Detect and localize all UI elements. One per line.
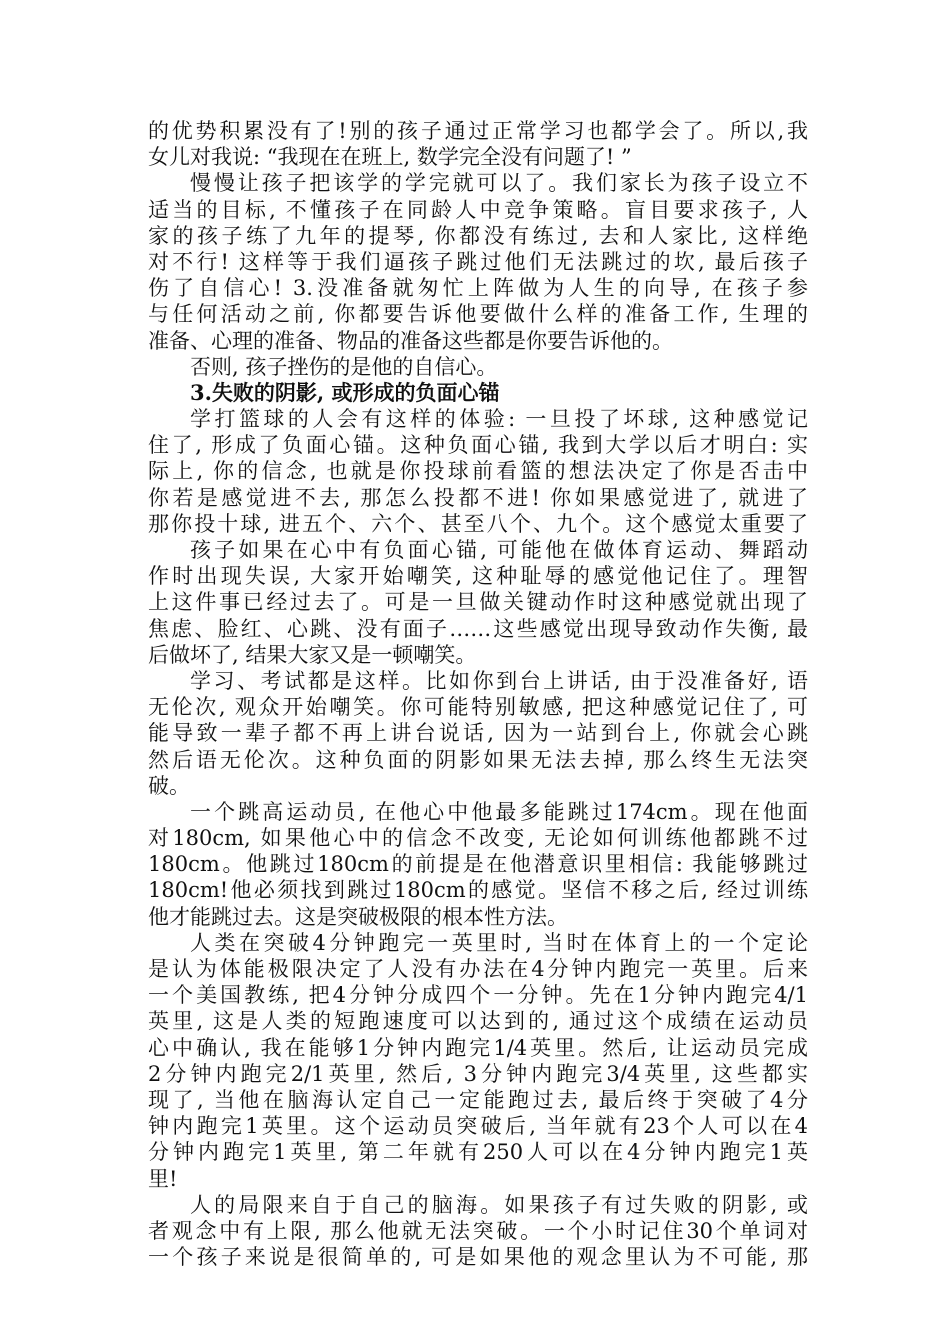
text-line: 里!: [148, 1166, 178, 1191]
text-line: 一个美国教练, 把4分钟分成四个一分钟。先在1分钟内跑完4/1: [148, 983, 808, 1008]
text-line: 孩子如果在心中有负面心锚, 可能他在做体育运动、舞蹈动: [190, 538, 808, 562]
text-line: 焦虑、脸红、心跳、没有面子……这些感觉出现导致动作失衡, 最: [148, 616, 808, 641]
text-line: 否则, 孩子挫伤的是他的自信心。: [190, 354, 498, 379]
text-line: 无伦次, 观众开始嘲笑。你可能特别敏感, 把这种感觉记住了, 可: [148, 695, 808, 720]
text-line: 伤了自信心! 3.没准备就匆忙上阵做为人生的向导, 在孩子参: [148, 276, 808, 301]
text-line: 慢慢让孩子把该学的学完就可以了。我们家长为孩子设立不: [190, 171, 808, 196]
text-line: 学打篮球的人会有这样的体验: 一旦投了坏球, 这种感觉记: [190, 407, 808, 432]
text-line: 与任何活动之前, 你都要告诉他要做什么样的准备工作, 生理的: [148, 302, 808, 327]
text-line: 学习、考试都是这样。比如你到台上讲话, 由于没准备好, 语: [190, 668, 808, 693]
text-line: 对180cm, 如果他心中的信念不改变, 无论如何训练他都跳不过: [148, 826, 808, 851]
text-line: 然后语无伦次。这种负面的阴影如果无法去掉, 那么终生无法突: [148, 747, 808, 772]
text-line: 钟内跑完1英里。这个运动员突破后, 当年就有23个人可以在4: [148, 1114, 808, 1139]
text-line: 对不行! 这样等于我们逼孩子跳过他们无法跳过的坎, 最后孩子: [148, 249, 808, 274]
text-line: 作时出现失误, 大家开始嘲笑, 这种耻辱的感觉他记住了。理智: [148, 564, 808, 589]
text-line: 住了, 形成了负面心锚。这种负面心锚, 我到大学以后才明白: 实: [148, 433, 808, 458]
text-line: 上这件事已经过去了。可是一旦做关键动作时这种感觉就出现了: [148, 590, 808, 615]
document-body-text: [148, 118, 808, 1270]
text-line: 破。: [148, 773, 190, 798]
text-line: 180cm。他跳过180cm的前提是在他潜意识里相信: 我能够跳过: [148, 852, 808, 877]
text-line: 一个孩子来说是很简单的, 可是如果他的观念里认为不可能, 那: [148, 1245, 808, 1270]
text-line: 准备、心理的准备、物品的准备这些都是你要告诉他的。: [148, 328, 673, 353]
text-line: 分钟内跑完1英里, 第二年就有250人可以在4分钟内跑完1英: [148, 1140, 808, 1165]
section-heading: 3.失败的阴影, 或形成的负面心锚: [190, 379, 500, 405]
text-line: 180cm!他必须找到跳过180cm的感觉。坚信不移之后, 经过训练: [148, 878, 808, 903]
text-line: 能导致一辈子都不再上讲台说话, 因为一站到台上, 你就会心跳: [148, 721, 808, 746]
text-line: 家的孩子练了九年的提琴, 你都没有练过, 去和人家比, 这样绝: [148, 223, 808, 248]
text-line: 心中确认, 我在能够1分钟内跑完1/4英里。然后, 让运动员完成: [148, 1035, 808, 1060]
text-line: 你若是感觉进不去, 那怎么投都不进! 你如果感觉进了, 就进了: [148, 485, 808, 510]
text-line: 人类在突破4分钟跑完一英里时, 当时在体育上的一个定论: [190, 930, 808, 955]
text-line: 英里, 这是人类的短跑速度可以达到的, 通过这个成绩在运动员: [148, 1009, 808, 1034]
text-line: 2分钟内跑完2/1英里, 然后, 3分钟内跑完3/4英里, 这些都实: [148, 1061, 808, 1086]
text-line: 女儿对我说: “我现在在班上, 数学完全没有问题了! ”: [148, 145, 632, 170]
text-line: 人的局限来自于自己的脑海。如果孩子有过失败的阴影, 或: [190, 1192, 808, 1217]
text-line: 是认为体能极限决定了人没有办法在4分钟内跑完一英里。后来: [148, 957, 808, 981]
text-line: 一个跳高运动员, 在他心中他最多能跳过174cm。现在他面: [190, 799, 808, 824]
text-line: 那你投十球, 进五个、六个、甚至八个、九个。这个感觉太重要了: [148, 511, 808, 536]
text-line: 现了, 当他在脑海认定自己一定能跑过去, 最后终于突破了4分: [148, 1087, 808, 1112]
text-line: 际上, 你的信念, 也就是你投球前看篮的想法决定了你是否击中: [148, 459, 808, 484]
text-line: 者观念中有上限, 那么他就无法突破。一个小时记住30个单词对: [148, 1218, 808, 1243]
text-line: 适当的目标, 不懂孩子在同龄人中竞争策略。盲目要求孩子, 人: [148, 197, 808, 222]
text-line: 他才能跳过去。这是突破极限的根本性方法。: [148, 904, 568, 929]
text-line: 的优势积累没有了!别的孩子通过正常学习也都学会了。所以,我: [148, 119, 808, 143]
text-line: 后做坏了, 结果大家又是一顿嘲笑。: [148, 642, 477, 667]
